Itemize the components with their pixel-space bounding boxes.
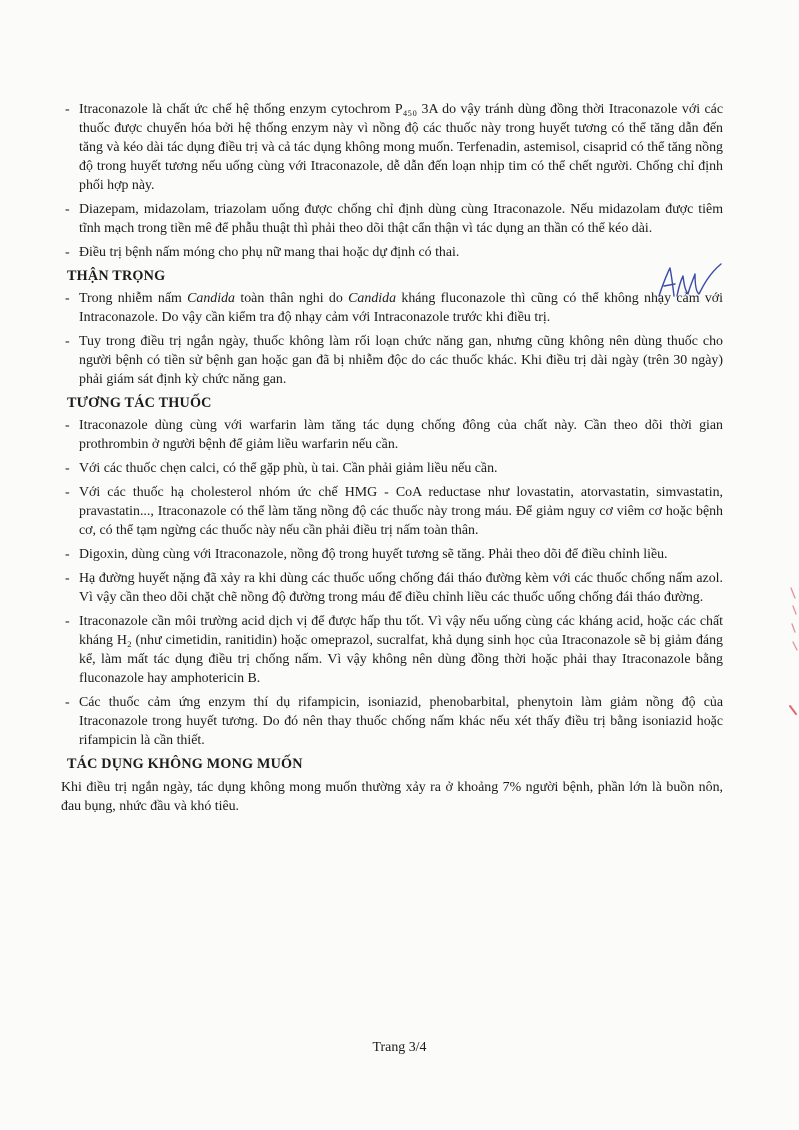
organism-name: Candida: [348, 291, 397, 306]
precautions-heading: THẬN TRỌNG: [67, 268, 166, 284]
list-item: - Với các thuốc chẹn calci, có thể gặp phù, ù tai. Cần phải giảm liều nếu cần.: [61, 459, 723, 478]
handwritten-signature: [653, 256, 725, 306]
text-run: toàn thân nghi do: [235, 291, 349, 306]
interactions-heading: TƯƠNG TÁC THUỐC: [67, 395, 212, 411]
page-content: [61, 100, 723, 816]
organism-name: Candida: [187, 291, 235, 306]
adverse-effects-text: Khi điều trị ngắn ngày, tác dụng không mong muốn thường xảy ra ở khoảng 7% người bệnh, phần lớn là buồn nôn, đau bụng, nhức đầu và khó tiêu.: [61, 780, 723, 814]
interactions-list: [61, 416, 723, 750]
page-number: Trang 3/4: [372, 1040, 427, 1055]
edge-stamp-marks: [781, 576, 799, 726]
text-run: kháng fluconazole thì cũng có thể không nhạy cảm với Intraconazole. Do vậy cần kiểm tra độ nhạy cảm với Intraconazole trước khi điều trị.: [79, 291, 724, 325]
list-item: - Tuy trong điều trị ngắn ngày, thuốc không làm rối loạn chức năng gan, nhưng cũng không nên dùng thuốc cho người bệnh có tiền sử bệnh gan hoặc gan đã bị nhiễm độc do các thuốc khác. Khi điều trị dài ngày (trên 30 ngày) phải giám sát định kỳ chức năng gan.: [61, 332, 723, 389]
list-item: - Hạ đường huyết nặng đã xảy ra khi dùng các thuốc uống chống đái tháo đường kèm với các thuốc chống nấm azol. Vì vậy cần theo dõi chặt chẽ nồng độ đường trong máu để điều chỉnh liều các thuốc uống chống đái tháo đường.: [61, 569, 723, 607]
contraindications-list: [61, 100, 723, 262]
list-item: - Itraconazole cần môi trường acid dịch vị để được hấp thu tốt. Vì vậy nếu uống cùng các kháng acid, hoặc các chất kháng H₂ (như cimetidin, ranitidin) hoặc omeprazol, sucralfat, khả dụng sinh học của Itraconazole sẽ bị giảm đáng kể, làm mất tác dụng điều trị chống nấm. Vì vậy không nên dùng đồng thời hoặc phải thay Itraconazole bằng fluconazole hay amphotericin B.: [61, 612, 723, 688]
list-item: - Digoxin, dùng cùng với Itraconazole, nồng độ trong huyết tương sẽ tăng. Phải theo dõi để điều chỉnh liều.: [61, 545, 723, 564]
precautions-list: [61, 289, 723, 389]
list-item: - Itraconazole dùng cùng với warfarin làm tăng tác dụng chống đông của chất này. Cần theo dõi thời gian prothrombin ở người bệnh để giảm liều warfarin nếu cần.: [61, 416, 723, 454]
list-item: - Itraconazole là chất ức chế hệ thống enzym cytochrom P₄₅₀ 3A do vậy tránh dùng đồng thời Itraconazole với các thuốc được chuyển hóa bởi hệ thống enzym này vì nồng độ các thuốc này trong huyết tương có thể tăng dẫn đến tăng và kéo dài tác dụng điều trị và cả tác dụng không mong muốn. Terfenadin, astemisol, cisaprid có thể tăng nồng độ trong huyết tương nếu uống cùng với Itraconazole, dễ dẫn đến loạn nhịp tim có thể chết người. Chống chỉ định phối hợp này.: [61, 100, 723, 195]
text-run: Trong nhiễm nấm: [79, 291, 188, 306]
list-item: [61, 289, 723, 327]
list-item: - Điều trị bệnh nấm móng cho phụ nữ mang thai hoặc dự định có thai.: [61, 243, 723, 262]
list-item: - Diazepam, midazolam, triazolam uống được chống chỉ định dùng cùng Itraconazole. Nếu midazolam được tiêm tĩnh mạch trong tiền mê để phẫu thuật thì phải theo dõi thật cẩn thận vì tác dụng an thần có thể kéo dài.: [61, 200, 723, 238]
adverse-effects-heading: TÁC DỤNG KHÔNG MONG MUỐN: [67, 756, 303, 772]
list-item: - Các thuốc cảm ứng enzym thí dụ rifampicin, isoniazid, phenobarbital, phenytoin làm giảm nồng độ của Itraconazole trong huyết tương. Do đó nên thay thuốc chống nấm khác nếu xét thấy điều trị bằng isoniazid hoặc rifampicin là cần thiết.: [61, 693, 723, 750]
list-item: - Với các thuốc hạ cholesterol nhóm ức chế HMG - CoA reductase như lovastatin, atorvastatin, simvastatin, pravastatin..., Itraconazole có thể làm tăng nồng độ các thuốc này trong máu. Để giảm nguy cơ viêm cơ hoặc bệnh cơ, có thể tạm ngừng các thuốc này nếu cần phải điều trị nấm toàn thân.: [61, 483, 723, 540]
